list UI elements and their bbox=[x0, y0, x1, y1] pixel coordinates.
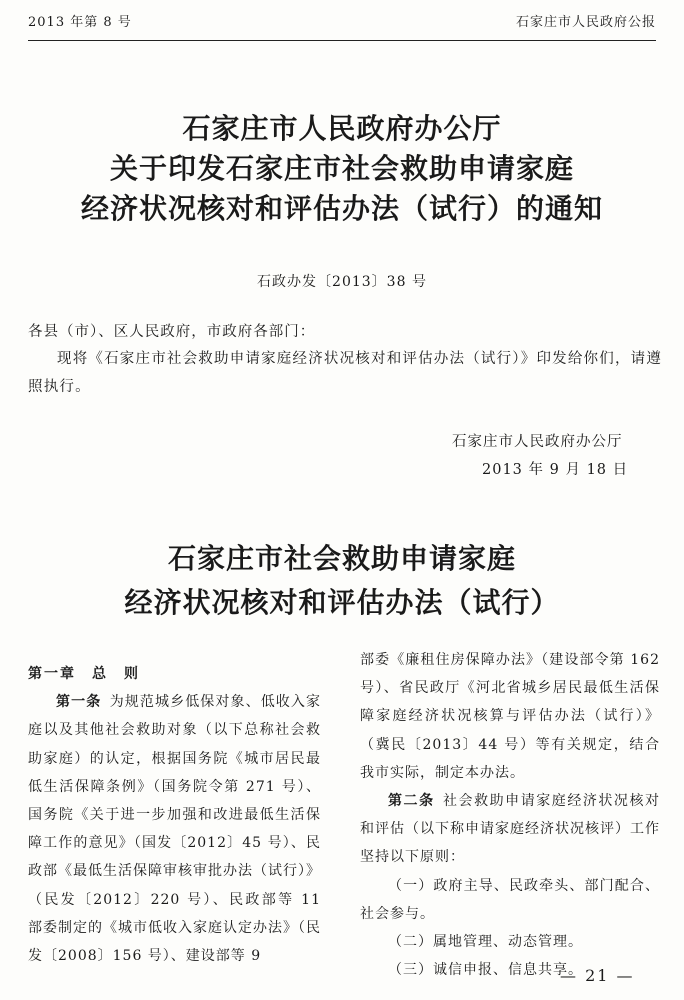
addressee: 各县（市）、区人民政府，市政府各部门： bbox=[28, 324, 316, 340]
principle-3: （三）诚信申报、信息共享。 bbox=[388, 962, 583, 979]
article-1-label: 第一条 bbox=[56, 694, 102, 711]
notice-title-line-2: 关于印发石家庄市社会救助申请家庭 bbox=[109, 152, 574, 185]
article-2-label: 第二条 bbox=[388, 793, 435, 810]
notice-title-line-1: 石家庄市人民政府办公厅 bbox=[182, 112, 502, 145]
article-1-continued: 部委《廉租住房保障办法》（建设部令第 162 号）、省民政厅《河北省城乡居民最低生活保障家庭经济状况核算与评估办法（试行）》（冀民〔2013〕44 号）等有关规定，结合我市实际，制定本办法。 bbox=[360, 652, 660, 781]
page-number: — 21 — bbox=[560, 966, 635, 985]
article-2 bbox=[360, 787, 660, 872]
principle-2: （二）属地管理、动态管理。 bbox=[388, 934, 583, 951]
running-header bbox=[28, 14, 656, 41]
right-column bbox=[360, 646, 660, 984]
notice-title-line-3: 经济状况核对和评估办法（试行）的通知 bbox=[80, 192, 603, 225]
measures-title-line-1: 石家庄市社会救助申请家庭 bbox=[167, 542, 516, 575]
sign-date: 2013 年 9 月 18 日 bbox=[482, 462, 629, 478]
document-number: 石政办发〔2013〕38 号 bbox=[257, 274, 427, 290]
journal-name: 石家庄市人民政府公报 bbox=[515, 15, 656, 30]
left-column bbox=[28, 660, 321, 970]
signer: 石家庄市人民政府办公厅 bbox=[452, 434, 623, 450]
issue-label: 2013 年第 8 号 bbox=[28, 15, 132, 30]
notice-body: 现将《石家庄市社会救助申请家庭经济状况核对和评估办法（试行）》印发给你们，请遵照执行。 bbox=[28, 351, 663, 395]
principle-1: （一）政府主导、民政牵头、部门配合、社会参与。 bbox=[360, 877, 660, 922]
article-1-text: 为规范城乡低保对象、低收入家庭以及其他社会救助对象（以下总称社会救助家庭）的认定，根据国务院《城市居民最低生活保障条例》（国务院令第 271 号）、国务院《关于进一步加强和改进最低生活保障工作的意见》（国发〔2012〕45 号）、民政部《最低生活保障审核审批办法（试行）》（民发〔2012〕220 号）、民政部等 11 部委制定的《城市低收入家庭认定办法》（民发〔2008〕156 号）、建设部等 9 bbox=[28, 694, 322, 965]
measures-title-line-2: 经济状况核对和评估办法（试行） bbox=[124, 586, 560, 619]
article-2-text: 社会救助申请家庭经济状况核对和评估（以下称申请家庭经济状况核评）工作坚持以下原则： bbox=[360, 793, 661, 866]
chapter-heading: 第一章 总 则 bbox=[28, 666, 140, 682]
article-1 bbox=[28, 688, 321, 970]
